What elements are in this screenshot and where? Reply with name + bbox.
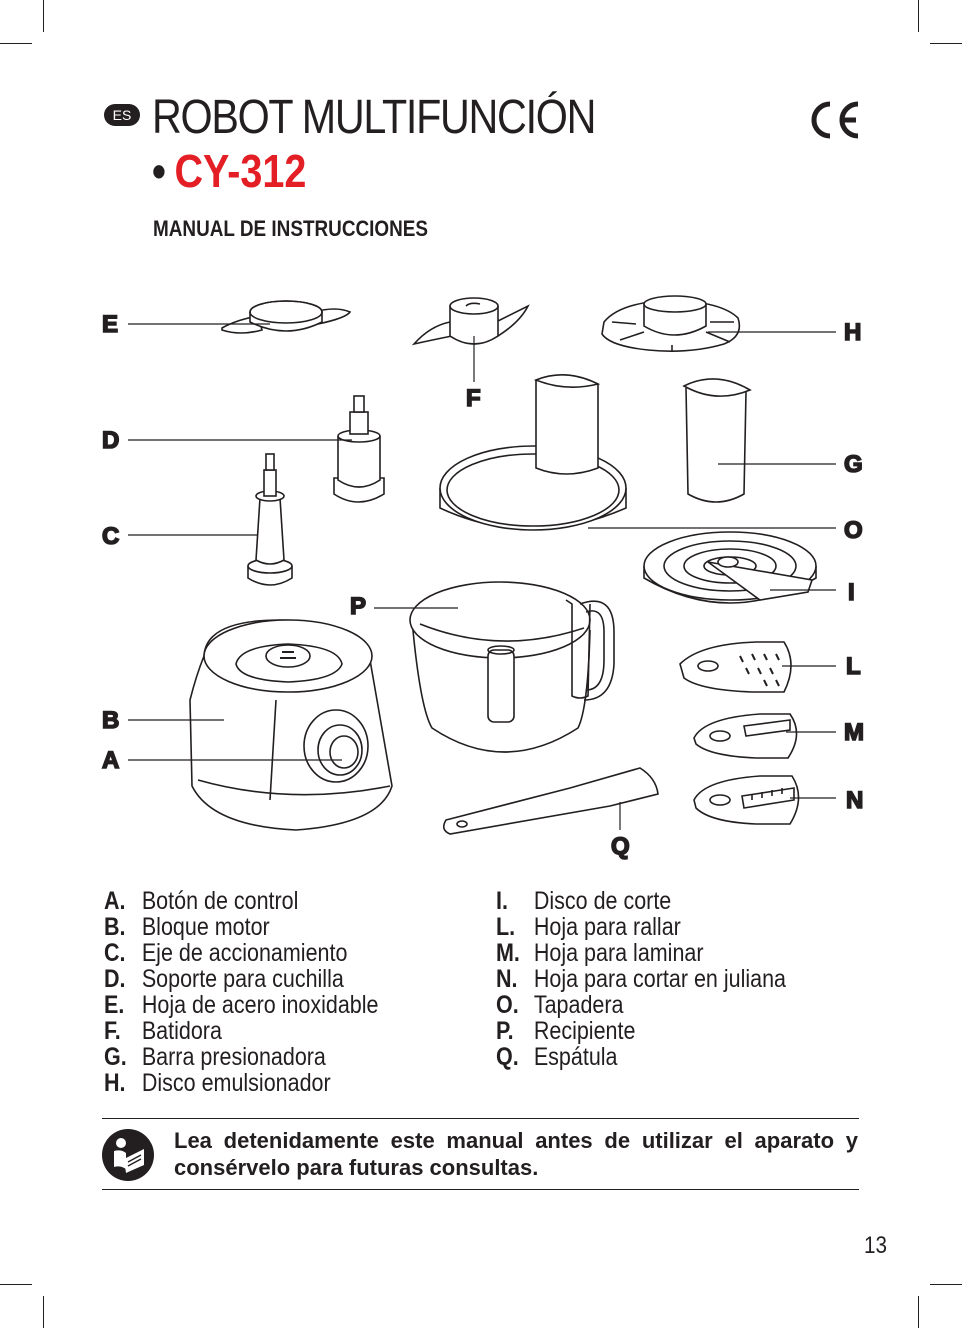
- callout-h: H: [844, 319, 862, 346]
- grating-blade-illustration: [680, 642, 791, 692]
- list-item: A. Botón de control: [104, 887, 299, 915]
- crop-mark: [930, 43, 962, 44]
- read-manual-note: [102, 1118, 859, 1190]
- list-item: Q. Espátula: [496, 1043, 618, 1071]
- crop-mark: [918, 1296, 919, 1328]
- crop-mark: [0, 1284, 32, 1285]
- list-item: I. Disco de corte: [496, 887, 672, 915]
- pusher-illustration: [684, 379, 750, 502]
- julienne-blade-illustration: [694, 776, 799, 824]
- callout-q: Q: [611, 833, 630, 860]
- list-item: P. Recipiente: [496, 1017, 636, 1045]
- callout-c: C: [102, 523, 120, 550]
- manual-subtitle: MANUAL DE INSTRUCCIONES: [153, 216, 429, 241]
- crop-mark: [43, 0, 44, 32]
- list-item: M. Hoja para laminar: [496, 939, 704, 967]
- list-item: E. Hoja de acero inoxidable: [104, 991, 379, 1019]
- slicing-blade-illustration: [694, 714, 797, 758]
- read-manual-icon: [102, 1129, 154, 1181]
- product-diagram: [0, 270, 962, 870]
- list-item: H. Disco emulsionador: [104, 1069, 331, 1097]
- list-item: F. Batidora: [104, 1017, 222, 1045]
- callout-b: B: [102, 707, 120, 734]
- page-title: ROBOT MULTIFUNCIÓN: [152, 91, 596, 144]
- list-item: O. Tapadera: [496, 991, 624, 1019]
- whisk-illustration: [414, 298, 528, 344]
- parts-list-left: [104, 888, 423, 1096]
- callout-e: E: [102, 311, 119, 338]
- page-number: 13: [864, 1232, 887, 1259]
- list-item: N. Hoja para cortar en juliana: [496, 965, 787, 993]
- callout-a: A: [102, 747, 120, 774]
- crop-mark: [43, 1296, 44, 1328]
- crop-mark: [918, 0, 919, 32]
- callout-l: L: [846, 653, 861, 680]
- callout-d: D: [102, 427, 120, 454]
- note-text: Lea detenidamente este manual antes de utilizar el aparato y consérvelo para futuras consultas.: [174, 1128, 858, 1180]
- crop-mark: [0, 43, 32, 44]
- model-bullet: •: [152, 145, 166, 197]
- crop-mark: [930, 1284, 962, 1285]
- cutting-disc-illustration: [644, 532, 816, 603]
- list-item: D. Soporte para cuchilla: [104, 965, 344, 993]
- callout-f: F: [466, 385, 481, 412]
- blade-illustration: [222, 301, 350, 333]
- model-label: CY-312: [174, 145, 307, 197]
- callout-g: G: [844, 451, 863, 478]
- motor-base-illustration: [190, 620, 392, 830]
- drive-shaft-illustration: [248, 454, 292, 585]
- blade-holder-illustration: [334, 396, 384, 502]
- callout-m: M: [844, 719, 864, 746]
- list-item: C. Eje de accionamiento: [104, 939, 348, 967]
- list-item: B. Bloque motor: [104, 913, 270, 941]
- callout-p: P: [350, 593, 367, 620]
- language-badge: ES: [104, 104, 140, 126]
- callout-n: N: [846, 787, 864, 814]
- emulsifying-disc-illustration: [602, 296, 739, 352]
- list-item: L. Hoja para rallar: [496, 913, 681, 941]
- callout-o: O: [844, 517, 863, 544]
- spatula-illustration: [444, 768, 658, 834]
- model-number: [152, 144, 306, 198]
- parts-list-right: [496, 888, 833, 1070]
- callout-i: I: [848, 579, 855, 606]
- list-item: G. Barra presionadora: [104, 1043, 326, 1071]
- ce-mark-icon: [806, 98, 862, 142]
